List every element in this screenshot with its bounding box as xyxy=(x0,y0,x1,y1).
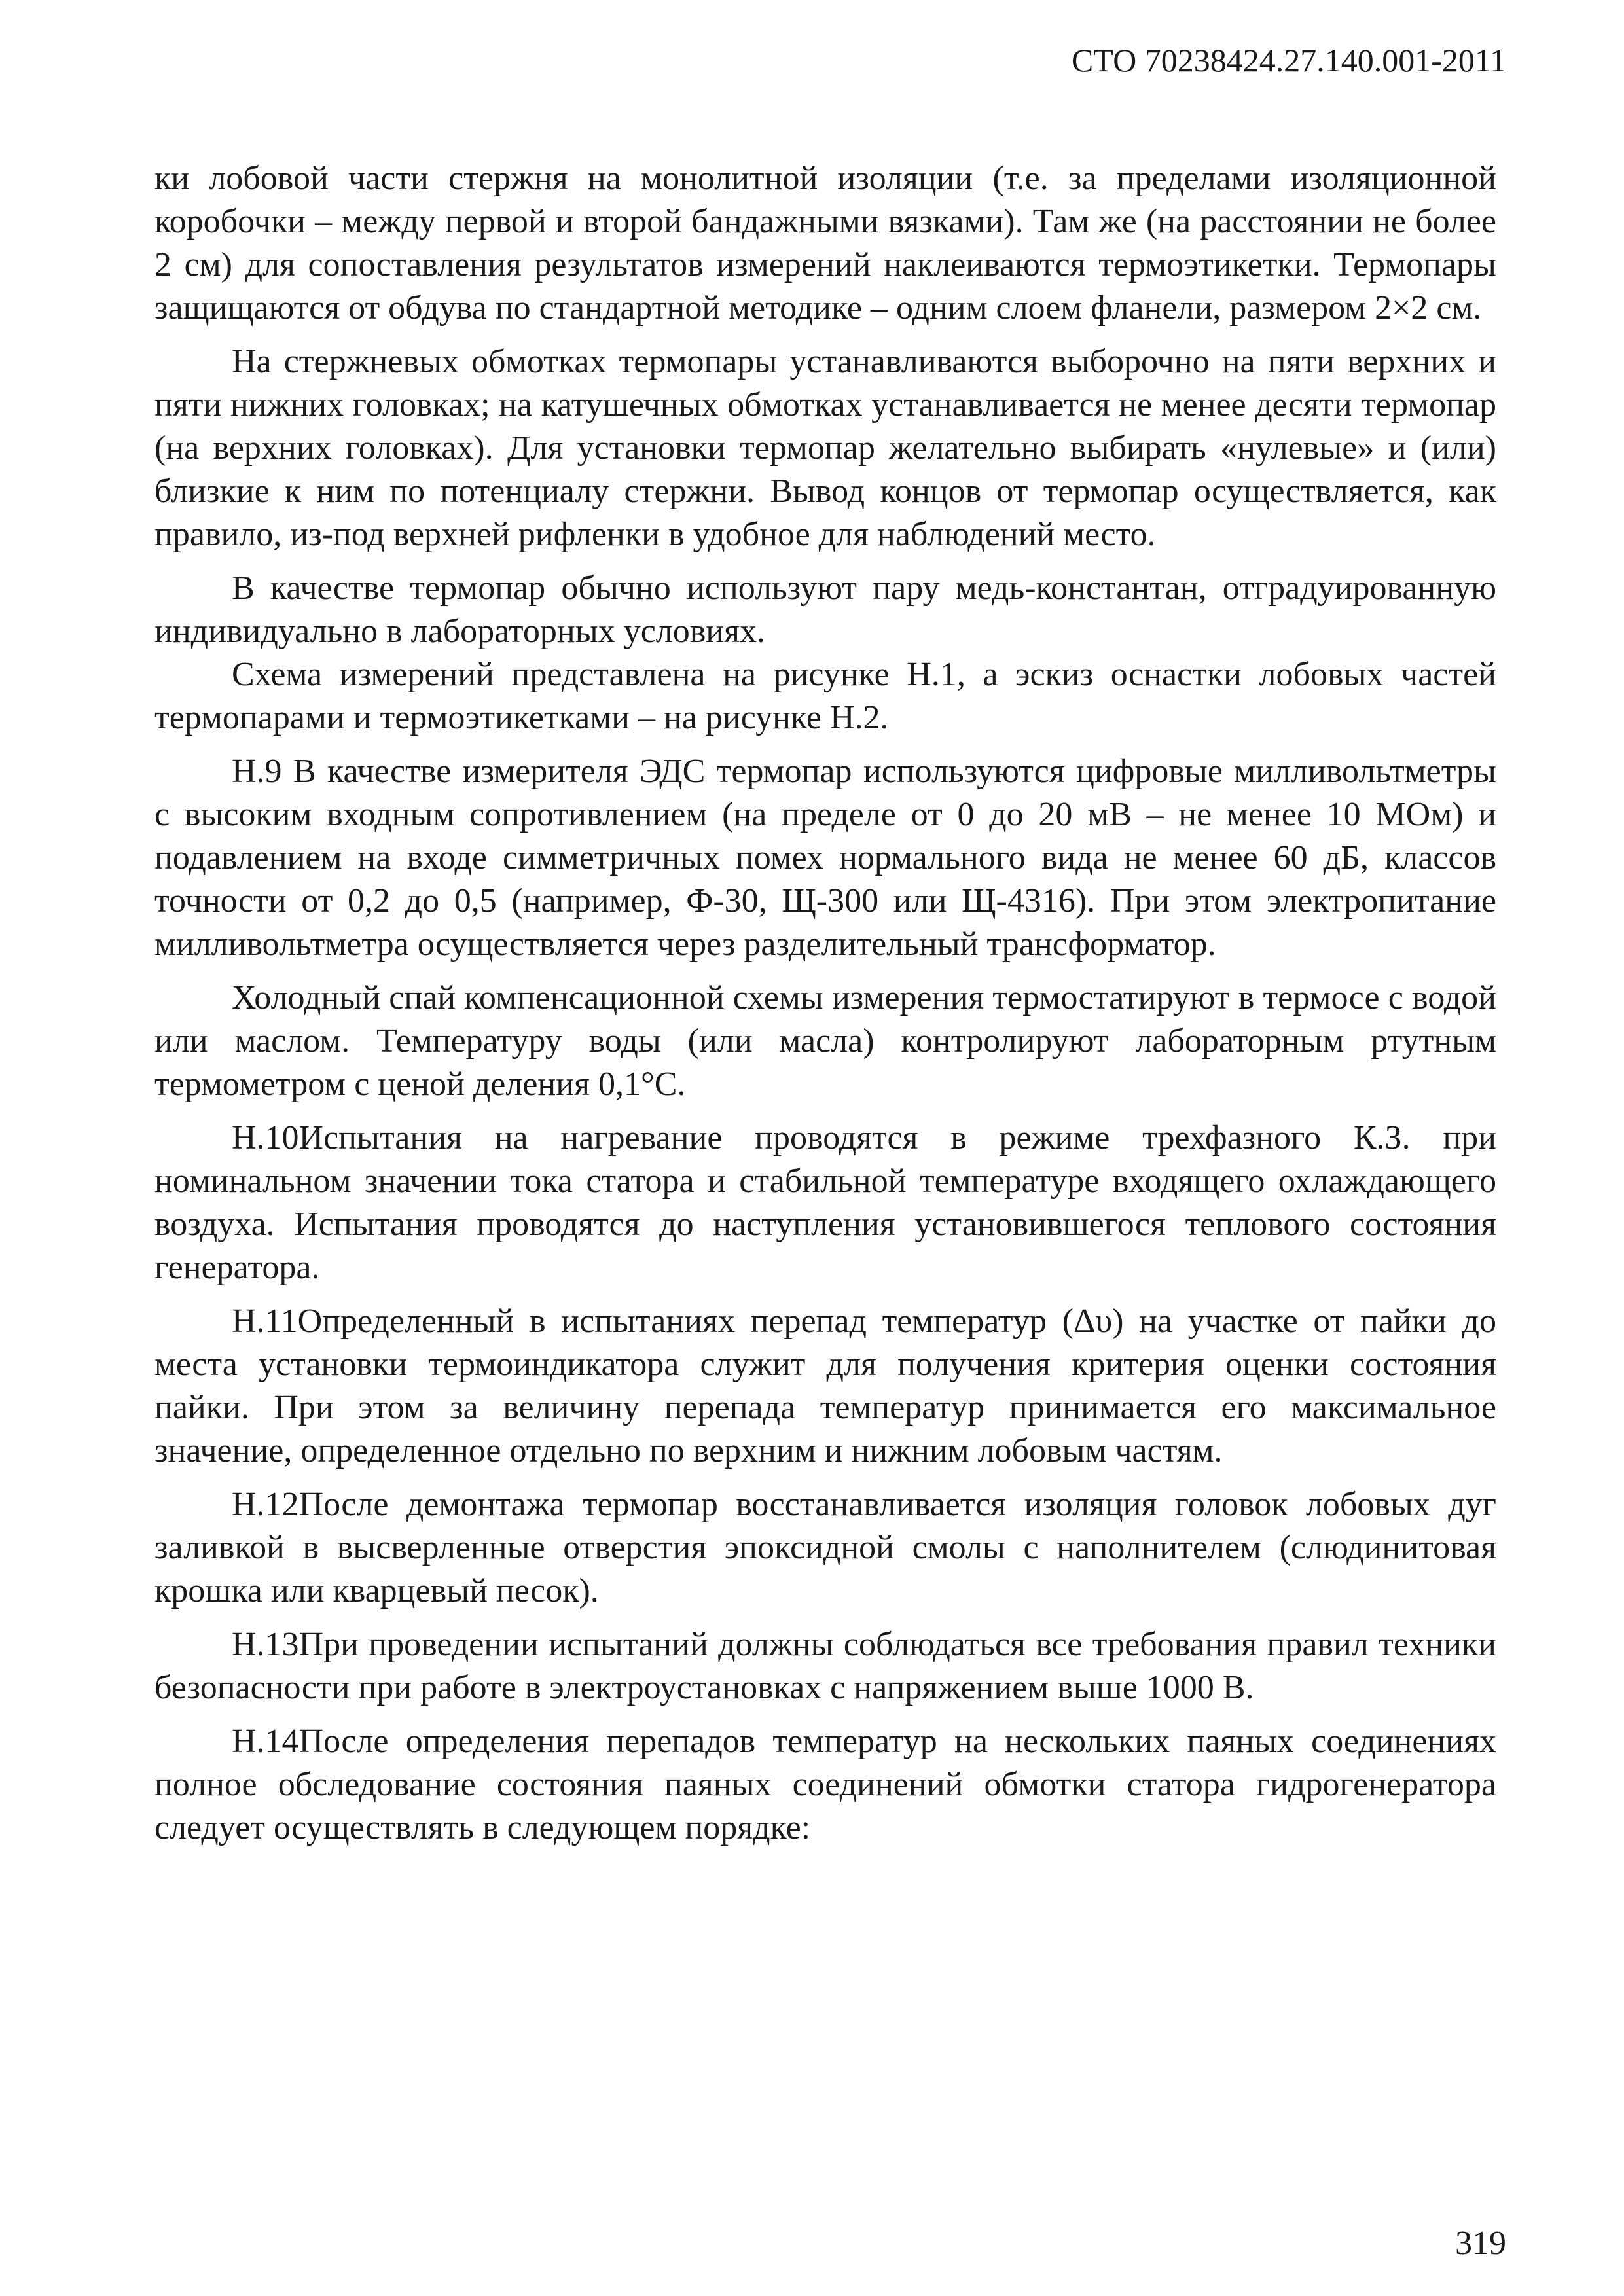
paragraph-h9: Н.9 В качестве измерителя ЭДС термопар используются цифровые милливольтметры с высоким входным сопротивлением (на пределе от 0 до 20 мВ – не менее 10 МОм) и подавлением на входе симметричных помех нормального вида не менее 60 дБ, классов точности от 0,2 до 0,5 (например, Ф-30, Щ-300 или Щ-4316). При этом электропитание милливольтметра осуществляется через разделительный трансформатор. xyxy=(154,753,1496,963)
paragraph-h11: Н.11Определенный в испытаниях перепад температур (Δυ) на участке от пайки до места установки термоиндикатора служит для получения критерия оценки состояния пайки. При этом за величину перепада температур принимается его максимальное значение, определенное отдельно по верхним и нижним лобовым частям. xyxy=(154,1302,1496,1469)
paragraph-h13: Н.13При проведении испытаний должны соблюдаться все требования правил техники безопасности при работе в электроустановках с напряжением выше 1000 В. xyxy=(154,1626,1496,1706)
paragraph-measurement-scheme: Схема измерений представлена на рисунке Н.1, а эскиз оснастки лобовых частей термопарами и термоэтикетками – на рисунке Н.2. xyxy=(154,656,1496,736)
page-number: 319 xyxy=(1455,2225,1506,2262)
paragraph-h14: Н.14После определения перепадов температур на нескольких паяных соединениях полное обследование состояния паяных соединений обмотки статора гидрогенератора следует осуществлять в следующем порядке: xyxy=(154,1723,1496,1846)
paragraph-cold-junction: Холодный спай компенсационной схемы измерения термостатируют в термосе с водой или маслом. Температуру воды (или масла) контролируют лабораторным ртутным термометром с ценой деления 0,1°С. xyxy=(154,979,1496,1103)
document-code-header: СТО 70238424.27.140.001-2011 xyxy=(1071,42,1506,79)
paragraph-h10: Н.10Испытания на нагревание проводятся в режиме трехфазного К.З. при номинальном значении тока статора и стабильной температуре входящего охлаждающего воздуха. Испытания проводятся до наступления установившегося теплового состояния генератора. xyxy=(154,1119,1496,1286)
paragraph-thermocouple-placement: На стержневых обмотках термопары устанавливаются выборочно на пяти верхних и пяти нижних головках; на катушечных обмотках устанавливается не менее десяти термопар (на верхних головках). Для установки термопар желательно выбирать «нулевые» и (или) близкие к ним по потенциалу стержни. Вывод концов от термопар осуществляется, как правило, из-под верхней рифленки в удобное для наблюдений место. xyxy=(154,343,1496,553)
paragraph-continuation: ки лобовой части стержня на монолитной изоляции (т.е. за пределами изоляционной коробочки – между первой и второй бандажными вязками). Там же (на расстоянии не более 2 см) для сопоставления результатов измерений наклеиваются термоэтикетки. Термопары защищаются от обдува по стандартной методике – одним слоем фланели, размером 2×2 см. xyxy=(154,160,1496,327)
paragraph-h12: Н.12После демонтажа термопар восстанавливается изоляция головок лобовых дуг заливкой в высверленные отверстия эпоксидной смолы с наполнителем (слюдинитовая крошка или кварцевый песок). xyxy=(154,1486,1496,1609)
document-body xyxy=(154,157,1496,1860)
paragraph-thermocouple-type: В качестве термопар обычно используют пару медь-константан, отградуированную индивидуально в лабораторных условиях. xyxy=(154,569,1496,650)
